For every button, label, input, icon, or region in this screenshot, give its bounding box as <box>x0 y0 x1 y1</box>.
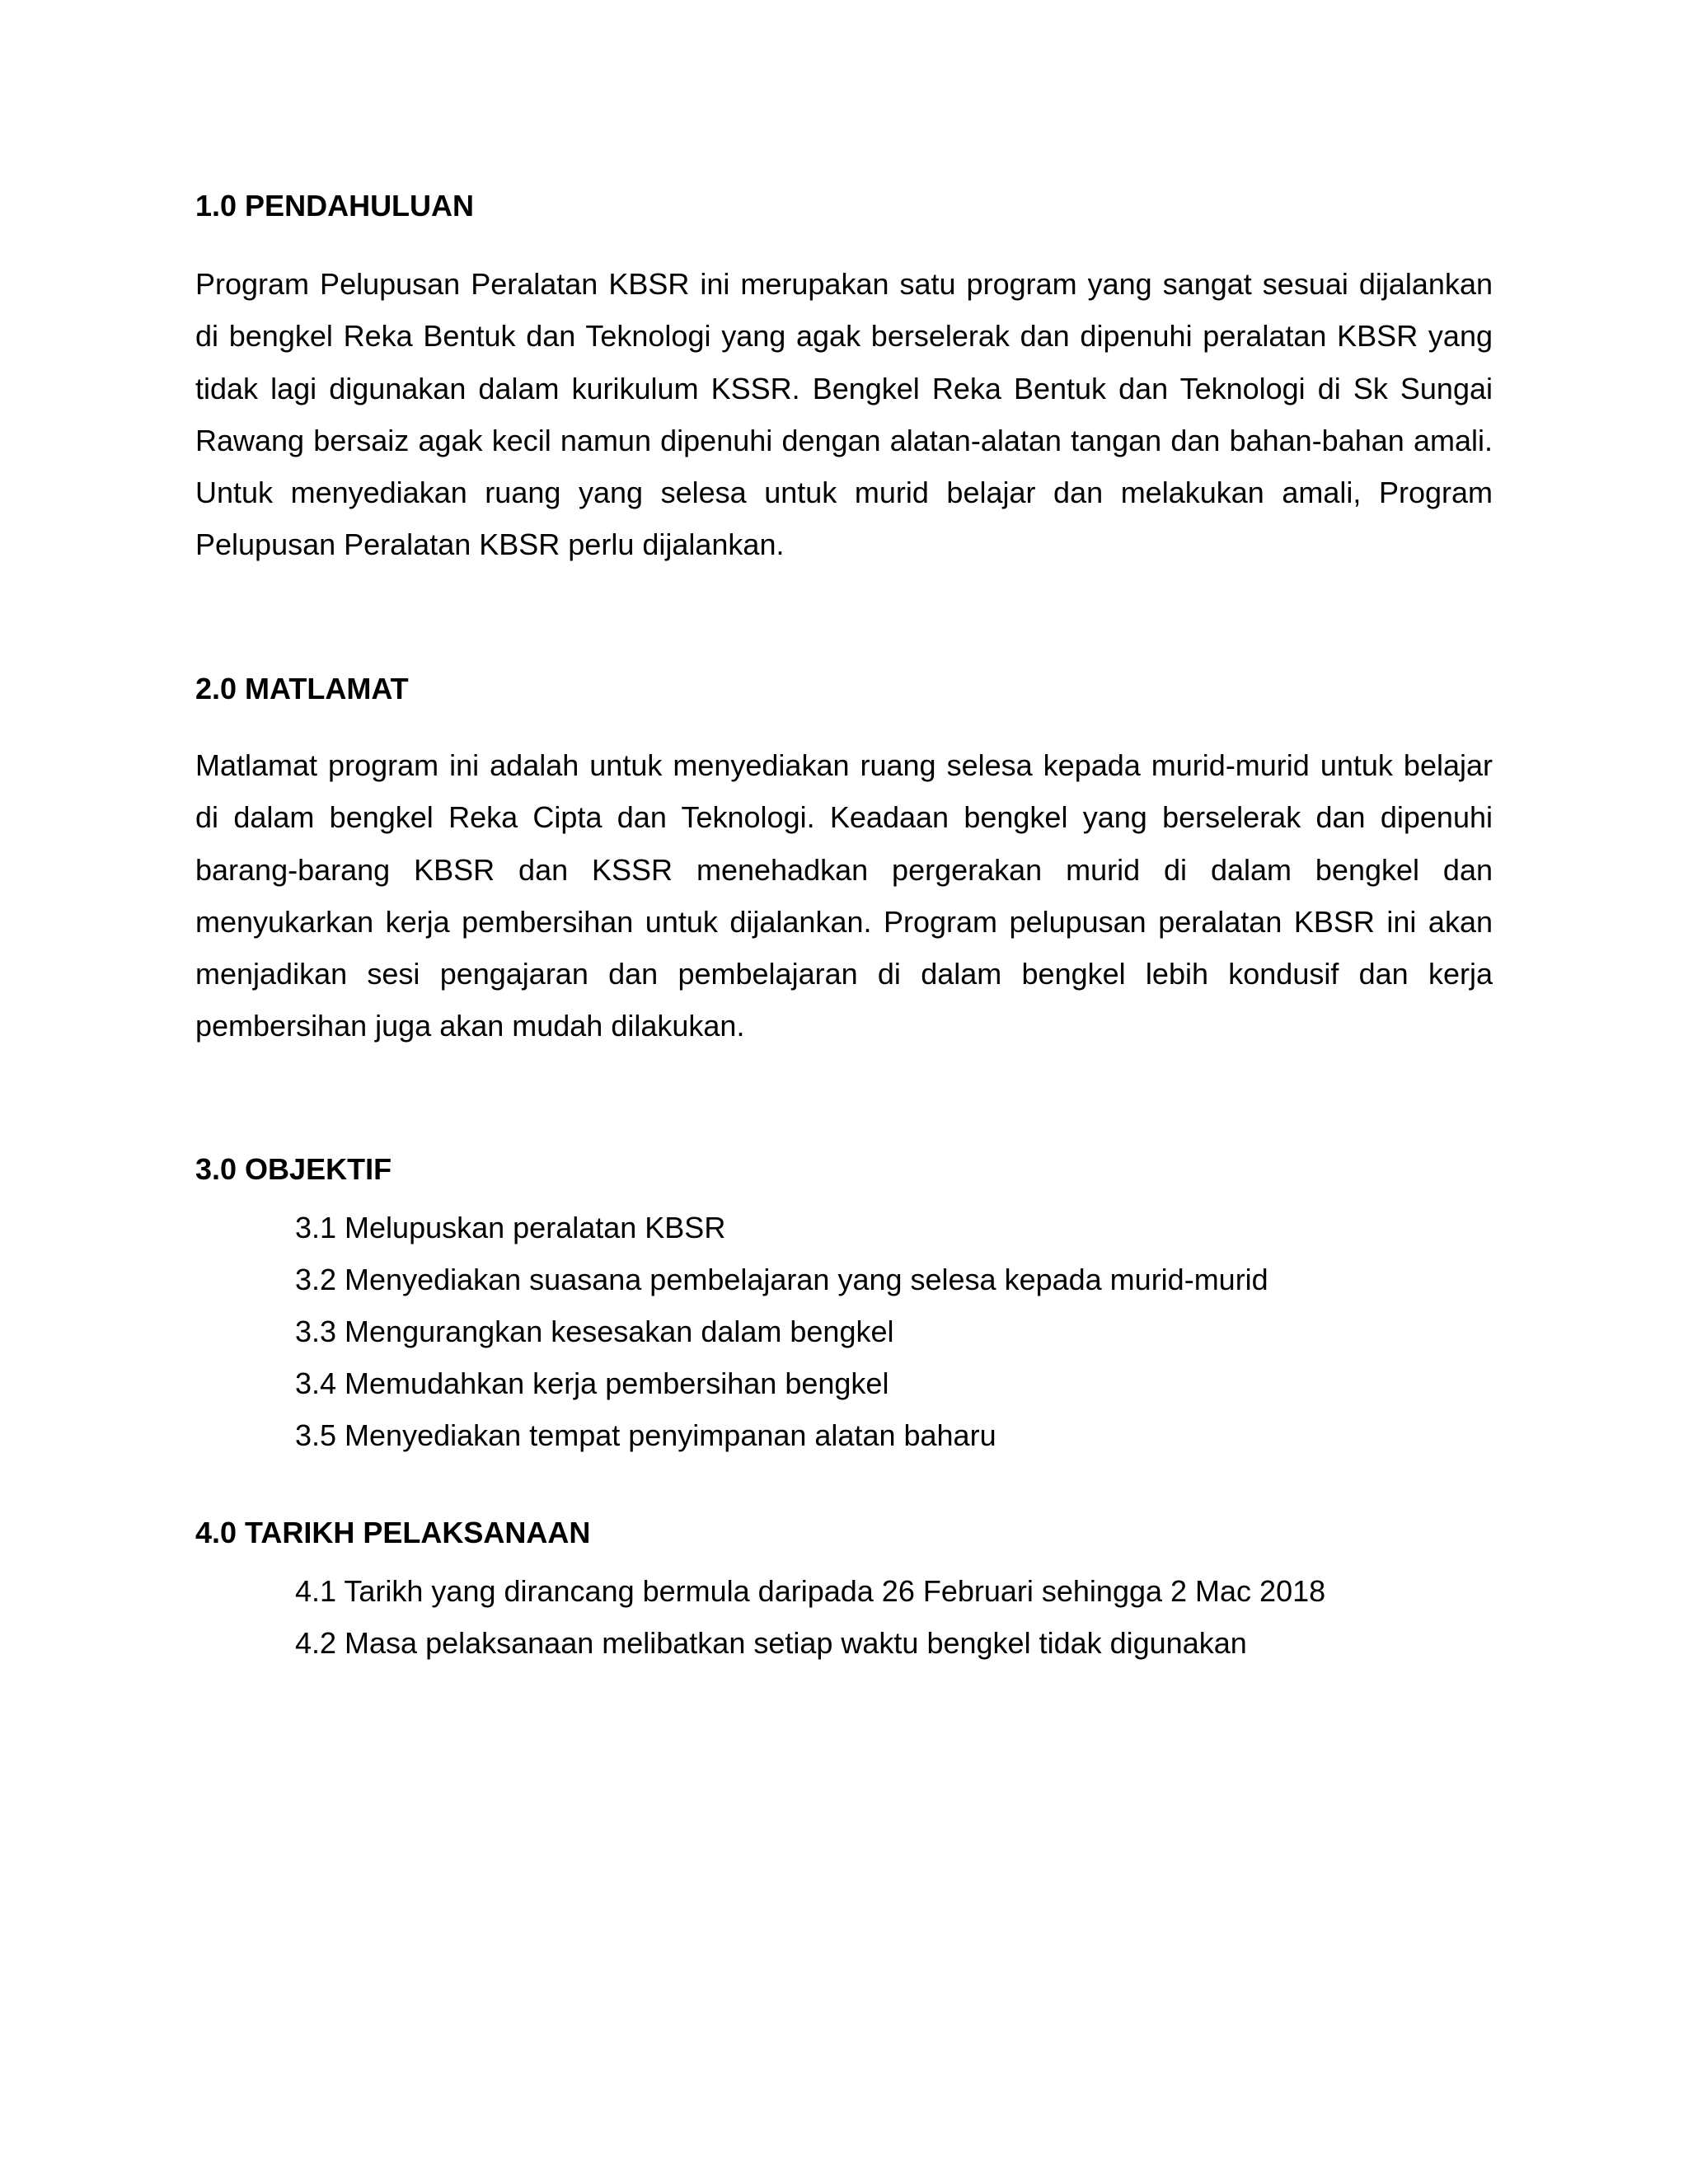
list-item: 4.2 Masa pelaksanaan melibatkan setiap waktu bengkel tidak digunakan <box>295 1626 1247 1660</box>
list-item: 3.3 Mengurangkan kesesakan dalam bengkel <box>295 1315 894 1348</box>
schedule-list <box>295 1565 1325 1669</box>
objective-list <box>295 1202 1268 1461</box>
section-heading-matlamat: 2.0 MATLAMAT <box>195 672 409 705</box>
list-item: 3.1 Melupuskan peralatan KBSR <box>295 1211 726 1244</box>
list-item: 3.2 Menyediakan suasana pembelajaran yang selesa kepada murid-murid <box>295 1263 1268 1296</box>
list-item: 3.5 Menyediakan tempat penyimpanan alatan baharu <box>295 1418 996 1452</box>
section-paragraph-matlamat: Matlamat program ini adalah untuk menyediakan ruang selesa kepada murid-murid untuk belajar di dalam bengkel Reka Cipta dan Teknologi. Keadaan bengkel yang berselerak dan dipenuhi barang-barang KBSR dan KSSR menehadkan pergerakan murid di dalam bengkel dan menyukarkan kerja pembersihan untuk dijalankan. Program pelupusan peralatan KBSR ini akan menjadikan sesi pengajaran dan pembelajaran di dalam bengkel lebih kondusif dan kerja pembersihan juga akan mudah dilakukan. <box>195 748 1493 1043</box>
list-item: 4.1 Tarikh yang dirancang bermula daripada 26 Februari sehingga 2 Mac 2018 <box>295 1574 1326 1608</box>
section-paragraph-pendahuluan: Program Pelupusan Peralatan KBSR ini merupakan satu program yang sangat sesuai dijalankan di bengkel Reka Bentuk dan Teknologi yang agak berselerak dan dipenuhi peralatan KBSR yang tidak lagi digunakan dalam kurikulum KSSR. Bengkel Reka Bentuk dan Teknologi di Sk Sungai Rawang bersaiz agak kecil namun dipenuhi dengan alatan-alatan tangan dan bahan-bahan amali. Untuk menyediakan ruang yang selesa untuk murid belajar dan melakukan amali, Program Pelupusan Peralatan KBSR perlu dijalankan. <box>195 267 1493 562</box>
section-heading-tarikh-pelaksanaan: 4.0 TARIKH PELAKSANAAN <box>195 1516 591 1549</box>
section-heading-objektif: 3.0 OBJEKTIF <box>195 1152 392 1186</box>
list-item: 3.4 Memudahkan kerja pembersihan bengkel <box>295 1366 889 1400</box>
section-heading-pendahuluan: 1.0 PENDAHULUAN <box>195 189 475 223</box>
